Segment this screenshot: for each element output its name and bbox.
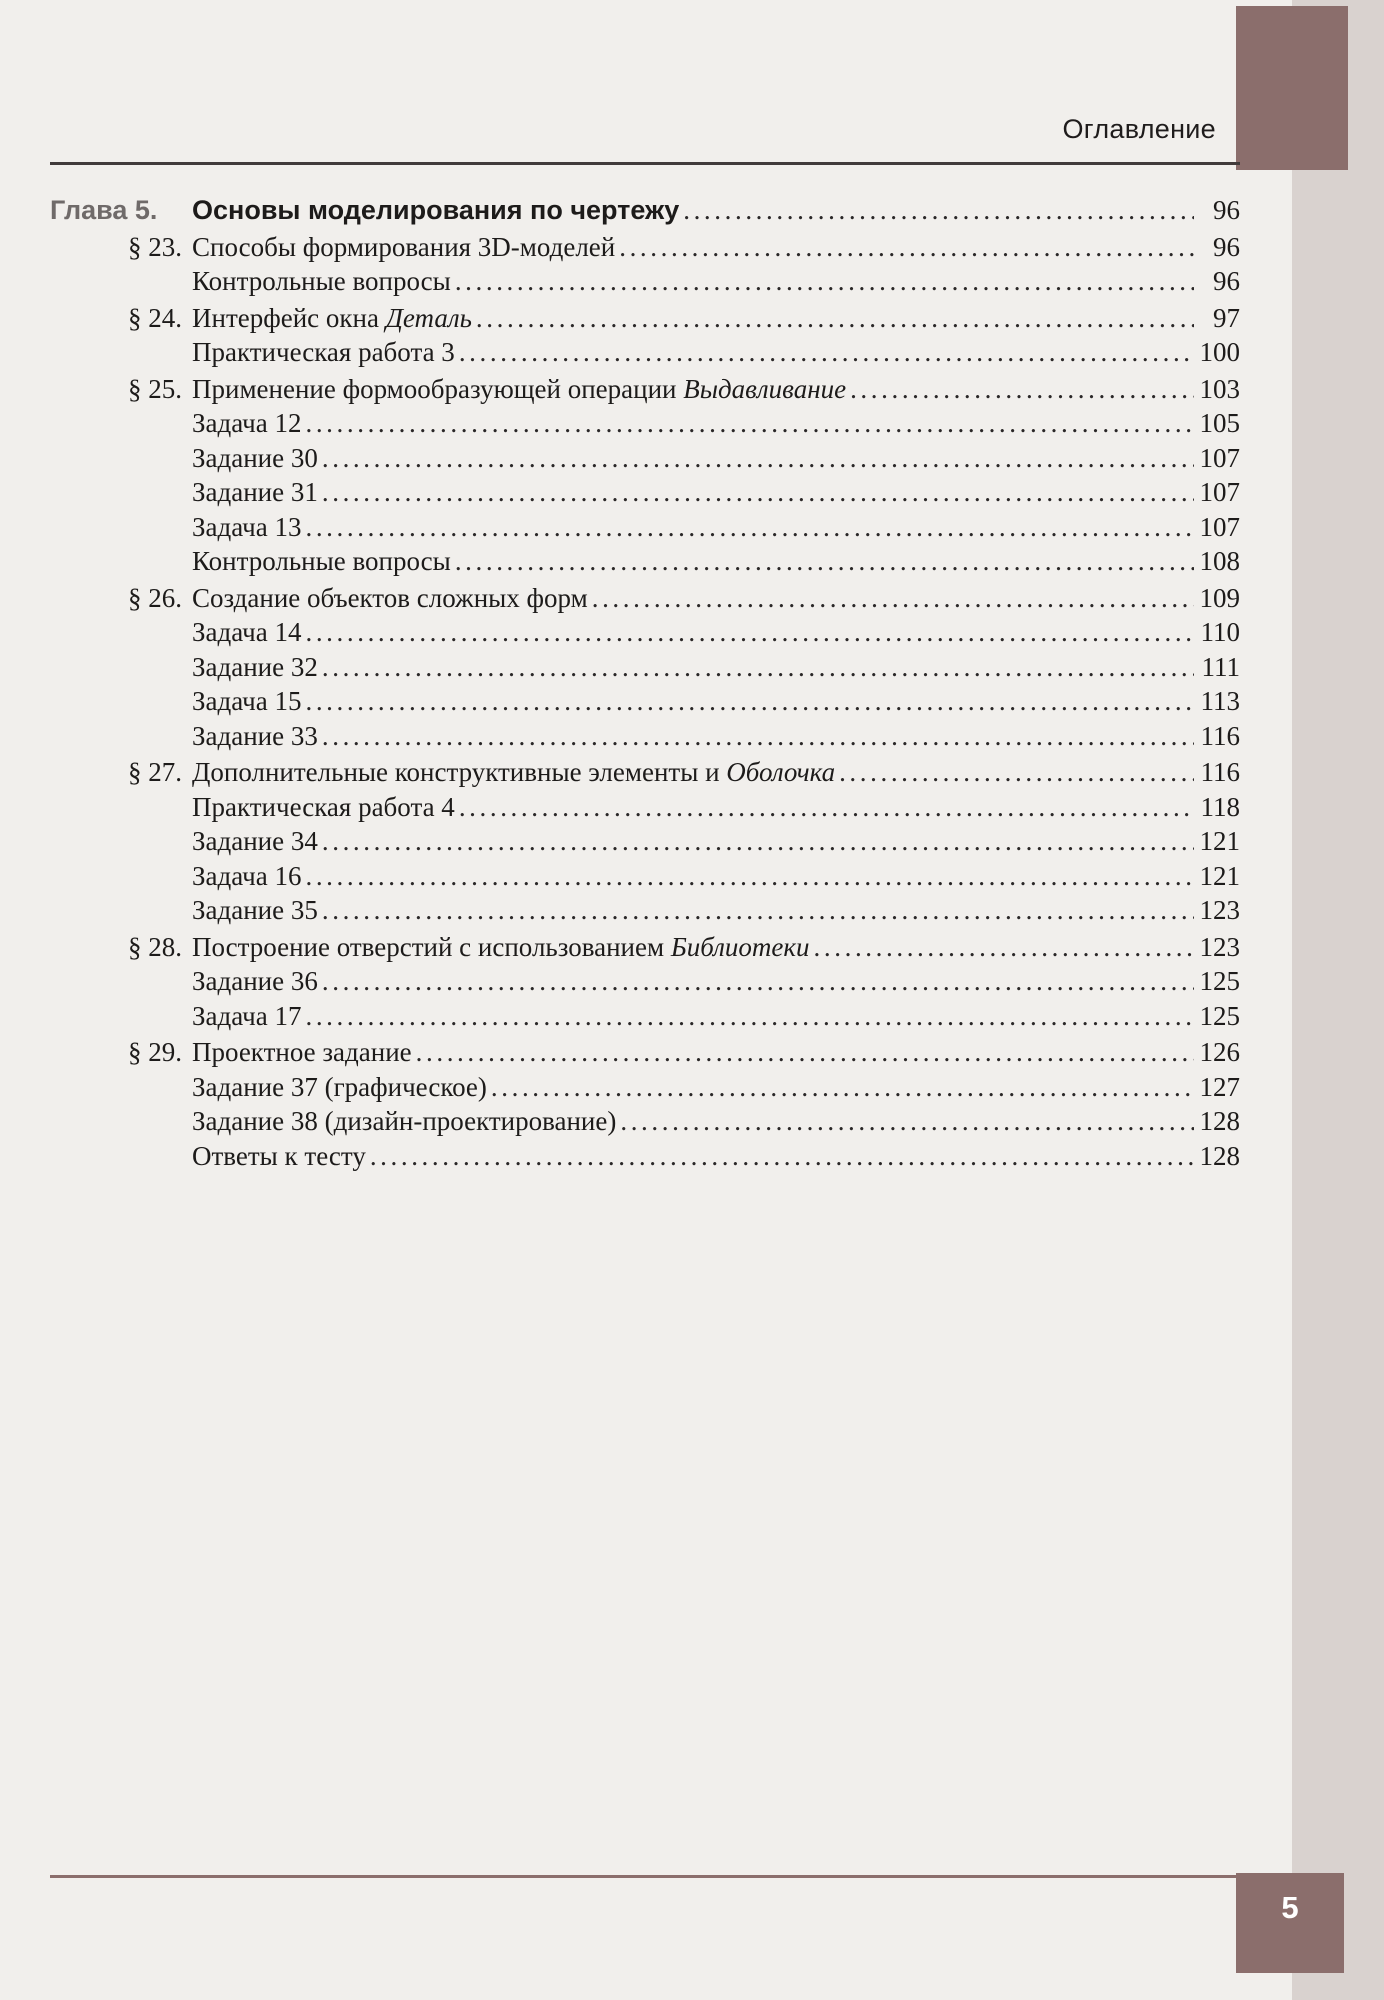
toc-entry-page: 109 — [1199, 582, 1240, 613]
toc-entry-title-text: Задание 36 — [192, 966, 318, 996]
toc-leader-dots — [322, 719, 1194, 753]
toc-entry-title-text: Задание 37 (графическое) — [192, 1071, 487, 1102]
toc-section-entry — [50, 581, 1240, 616]
toc-entry-title — [192, 684, 301, 718]
toc-leader-dots — [459, 790, 1194, 824]
toc-entry-title-text: Практическая работа 4 — [192, 791, 455, 822]
toc-entry-page: 96 — [1213, 195, 1240, 225]
toc-entry-title-text: Задача 15 — [192, 686, 302, 716]
toc-entry-title — [192, 544, 451, 578]
toc-entry-page: 118 — [1200, 791, 1240, 822]
toc-entry-title — [192, 441, 318, 475]
toc-entry-page: 97 — [1213, 302, 1240, 333]
toc-entry-title-text: Задание 35 — [192, 895, 318, 925]
toc-entry-title — [192, 264, 451, 298]
toc-leader-dots — [305, 999, 1194, 1033]
toc-entry-title — [192, 999, 301, 1033]
toc-entry-title — [192, 824, 318, 858]
toc-entry-title-text: Задание 38 (дизайн-проектирование) — [192, 1106, 617, 1136]
toc-leader-dots — [322, 824, 1194, 858]
toc-leader-dots — [683, 193, 1194, 227]
toc-entry-page: 123 — [1199, 931, 1240, 962]
toc-entry-page: 116 — [1200, 720, 1240, 751]
toc-entry-title — [192, 510, 301, 544]
toc-leader-dots — [370, 1139, 1194, 1173]
toc-entry-title-emphasis: Выдавливание — [683, 373, 847, 404]
toc-entry-title — [192, 406, 301, 440]
toc-entry-title-text: Применение формообразующей операции — [192, 373, 684, 404]
toc-entry-title-text: Основы моделирования по чертежу — [192, 195, 680, 225]
toc-leader-dots — [305, 615, 1194, 649]
toc-entry-title-emphasis: Библиотеки — [670, 931, 810, 962]
toc-subentry — [50, 1139, 1240, 1174]
toc-leader-dots — [839, 755, 1194, 789]
toc-entry-page: 107 — [1199, 442, 1240, 473]
page-number: 5 — [1281, 1890, 1299, 1925]
toc-entry-page: 127 — [1199, 1071, 1240, 1102]
toc-entry-page: 111 — [1201, 651, 1240, 682]
toc-entry-title-text: Проектное задание — [192, 1037, 412, 1067]
toc-entry-page: 128 — [1199, 1106, 1240, 1136]
toc-section-entry — [50, 930, 1240, 965]
toc-entry-page: 125 — [1199, 1000, 1240, 1031]
toc-entry-title — [192, 1035, 412, 1069]
toc-subentry — [50, 335, 1240, 370]
toc-leader-dots — [491, 1070, 1194, 1104]
toc-subentry — [50, 615, 1240, 650]
toc-leader-dots — [322, 441, 1194, 475]
toc-entry-title-text: Задание 33 — [192, 720, 318, 751]
toc-entry-title-text: Задача 13 — [192, 511, 302, 542]
toc-subentry — [50, 475, 1240, 510]
toc-entry-title — [192, 372, 846, 406]
toc-entry-title-text: Задание 30 — [192, 442, 318, 473]
toc-entry-number: § 27. — [128, 757, 182, 787]
toc-leader-dots — [459, 335, 1194, 369]
toc-subentry — [50, 859, 1240, 894]
toc-entry-page: 100 — [1199, 337, 1240, 367]
toc-entry-title-text: Построение отверстий с использованием — [192, 931, 671, 962]
table-of-contents — [50, 193, 1240, 1173]
toc-entry-title — [192, 755, 835, 789]
toc-leader-dots — [305, 684, 1194, 718]
toc-subentry — [50, 510, 1240, 545]
toc-entry-title-text: Задача 16 — [192, 860, 302, 891]
toc-entry-title-text: Задача 17 — [192, 1000, 302, 1031]
toc-entry-title — [192, 230, 615, 264]
toc-chapter-entry — [50, 193, 1240, 228]
toc-entry-page: 116 — [1200, 757, 1240, 787]
toc-subentry — [50, 719, 1240, 754]
toc-entry-page: 103 — [1199, 373, 1240, 404]
toc-entry-page: 128 — [1199, 1140, 1240, 1171]
toc-leader-dots — [620, 1104, 1194, 1138]
toc-entry-page: 96 — [1213, 266, 1240, 296]
toc-subentry — [50, 964, 1240, 999]
toc-entry-title-text: Контрольные вопросы — [192, 546, 451, 576]
toc-entry-page: 107 — [1199, 511, 1240, 542]
toc-entry-page: 110 — [1200, 617, 1240, 647]
toc-subentry — [50, 999, 1240, 1034]
toc-entry-title-text: Практическая работа 3 — [192, 337, 455, 367]
toc-entry-title — [192, 930, 810, 964]
toc-section-entry — [50, 1035, 1240, 1070]
running-head-title: Оглавление — [1062, 114, 1216, 144]
toc-entry-title — [192, 475, 318, 509]
toc-section-entry — [50, 372, 1240, 407]
toc-entry-page: 123 — [1199, 895, 1240, 925]
toc-entry-number: § 23. — [128, 231, 182, 262]
toc-subentry — [50, 790, 1240, 825]
toc-entry-page: 96 — [1213, 231, 1240, 262]
toc-subentry — [50, 824, 1240, 859]
toc-leader-dots — [416, 1035, 1194, 1069]
toc-leader-dots — [476, 301, 1194, 335]
toc-leader-dots — [619, 230, 1194, 264]
toc-leader-dots — [305, 406, 1194, 440]
toc-entry-page: 113 — [1200, 686, 1240, 716]
toc-entry-page: 125 — [1199, 966, 1240, 996]
toc-entry-title-text: Создание объектов сложных форм — [192, 582, 588, 613]
toc-section-entry — [50, 301, 1240, 336]
toc-entry-title-text: Задача 14 — [192, 617, 302, 647]
toc-leader-dots — [814, 930, 1194, 964]
header-rule — [50, 162, 1240, 165]
toc-subentry — [50, 1070, 1240, 1105]
toc-subentry — [50, 684, 1240, 719]
toc-leader-dots — [322, 964, 1194, 998]
toc-entry-number: § 24. — [128, 302, 182, 333]
toc-section-entry — [50, 230, 1240, 265]
toc-entry-title-text: Задача 12 — [192, 408, 302, 438]
toc-entry-page: 108 — [1199, 546, 1240, 576]
toc-entry-title — [192, 193, 679, 227]
toc-entry-title — [192, 1139, 366, 1173]
toc-entry-number: § 28. — [128, 931, 182, 962]
toc-entry-title-text: Интерфейс окна — [192, 302, 386, 333]
toc-entry-page: 107 — [1199, 477, 1240, 507]
toc-entry-title — [192, 1070, 487, 1104]
toc-section-entry — [50, 755, 1240, 790]
toc-entry-title — [192, 301, 472, 335]
footer-rule — [50, 1875, 1236, 1878]
toc-entry-title — [192, 790, 455, 824]
toc-entry-title — [192, 335, 455, 369]
toc-subentry — [50, 264, 1240, 299]
toc-leader-dots — [322, 650, 1194, 684]
toc-subentry — [50, 406, 1240, 441]
toc-entry-title-emphasis: Оболочка — [726, 757, 836, 787]
toc-entry-page: 121 — [1199, 826, 1240, 856]
toc-entry-title — [192, 650, 318, 684]
toc-subentry — [50, 441, 1240, 476]
toc-entry-title-text: Задание 34 — [192, 826, 318, 856]
toc-leader-dots — [850, 372, 1194, 406]
toc-leader-dots — [322, 893, 1194, 927]
toc-entry-title — [192, 719, 318, 753]
toc-entry-title — [192, 581, 588, 615]
toc-leader-dots — [455, 264, 1194, 298]
toc-subentry — [50, 544, 1240, 579]
toc-entry-title-text: Ответы к тесту — [192, 1140, 366, 1171]
toc-entry-title — [192, 859, 301, 893]
toc-leader-dots — [305, 859, 1194, 893]
toc-entry-title-text: Способы формирования 3D-моделей — [192, 231, 616, 262]
toc-entry-number: § 26. — [128, 582, 182, 613]
toc-entry-title — [192, 615, 301, 649]
toc-entry-page: 121 — [1199, 860, 1240, 891]
toc-leader-dots — [455, 544, 1194, 578]
header-tab — [1236, 6, 1348, 170]
toc-entry-title-text: Дополнительные конструктивные элементы и — [192, 757, 727, 787]
toc-entry-title-emphasis: Деталь — [385, 302, 472, 333]
toc-entry-page: 105 — [1199, 408, 1240, 438]
toc-subentry — [50, 893, 1240, 928]
toc-entry-number: Глава 5. — [50, 195, 158, 225]
toc-entry-title — [192, 893, 318, 927]
toc-entry-number: § 29. — [128, 1037, 182, 1067]
toc-entry-title-text: Задание 32 — [192, 651, 318, 682]
toc-leader-dots — [592, 581, 1194, 615]
toc-leader-dots — [305, 510, 1194, 544]
toc-entry-page: 126 — [1199, 1037, 1240, 1067]
right-margin-band — [1292, 0, 1384, 2000]
toc-entry-title — [192, 1104, 616, 1138]
toc-entry-number: § 25. — [128, 373, 182, 404]
toc-leader-dots — [322, 475, 1194, 509]
toc-entry-title-text: Задание 31 — [192, 477, 318, 507]
toc-entry-title-text: Контрольные вопросы — [192, 266, 451, 296]
toc-entry-title — [192, 964, 318, 998]
toc-subentry — [50, 1104, 1240, 1139]
toc-subentry — [50, 650, 1240, 685]
